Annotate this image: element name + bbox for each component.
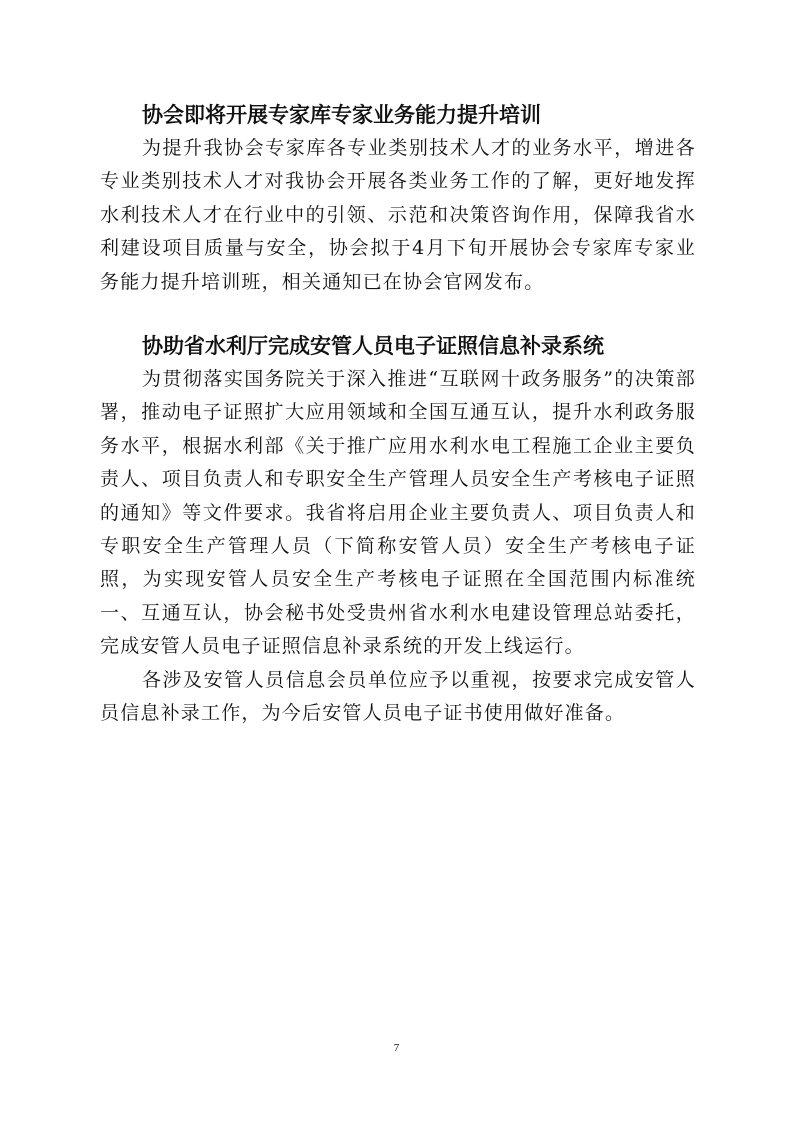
section-title: 协会即将开展专家库专家业务能力提升培训 (142, 102, 541, 127)
section-paragraph: 为贯彻落实国务院关于深入推进“互联网十政务服务”的决策部署，推动电子证照扩大应用领域和全国互通互认，提升水利政务服务水平，根据水利部《关于推广应用水利水电工程施工企业主要负责人、项目负责人和专职安全生产管理人员安全生产考核电子证照的通知》等文件要求。我省将启用企业主要负责人、项目负责人和专职安全生产管理人员（下简称安管人员）安全生产考核电子证照，为实现安管人员安全生产考核电子证照在全国范围内标准统一、互通互认，协会秘书处受贵州省水利水电建设管理总站委托，完成安管人员电子证照信息补录系统的开发上线运行。 (100, 368, 696, 658)
section-title: 协助省水利厅完成安管人员电子证照信息补录系统 (142, 333, 604, 359)
section-paragraph: 为提升我协会专家库各专业类别技术人才的业务水平，增进各专业类别技术人才对我协会开展各类业务工作的了解，更好地发挥水利技术人才在行业中的引领、示范和决策咨询作用，保障我省水利建设项目质量与安全，协会拟于4月下旬开展协会专家库专家业务能力提升培训班，相关通知已在协会官网发布。 (100, 137, 696, 293)
page-number: 7 (393, 1042, 400, 1054)
section-expert-training (100, 98, 696, 299)
section-paragraph: 各涉及安管人员信息会员单位应予以重视，按要求完成安管人员信息补录工作，为今后安管人员电子证书使用做好准备。 (100, 668, 696, 725)
section-certificate-system (100, 329, 696, 730)
page-content (100, 98, 696, 731)
section-divider-space (100, 299, 696, 329)
